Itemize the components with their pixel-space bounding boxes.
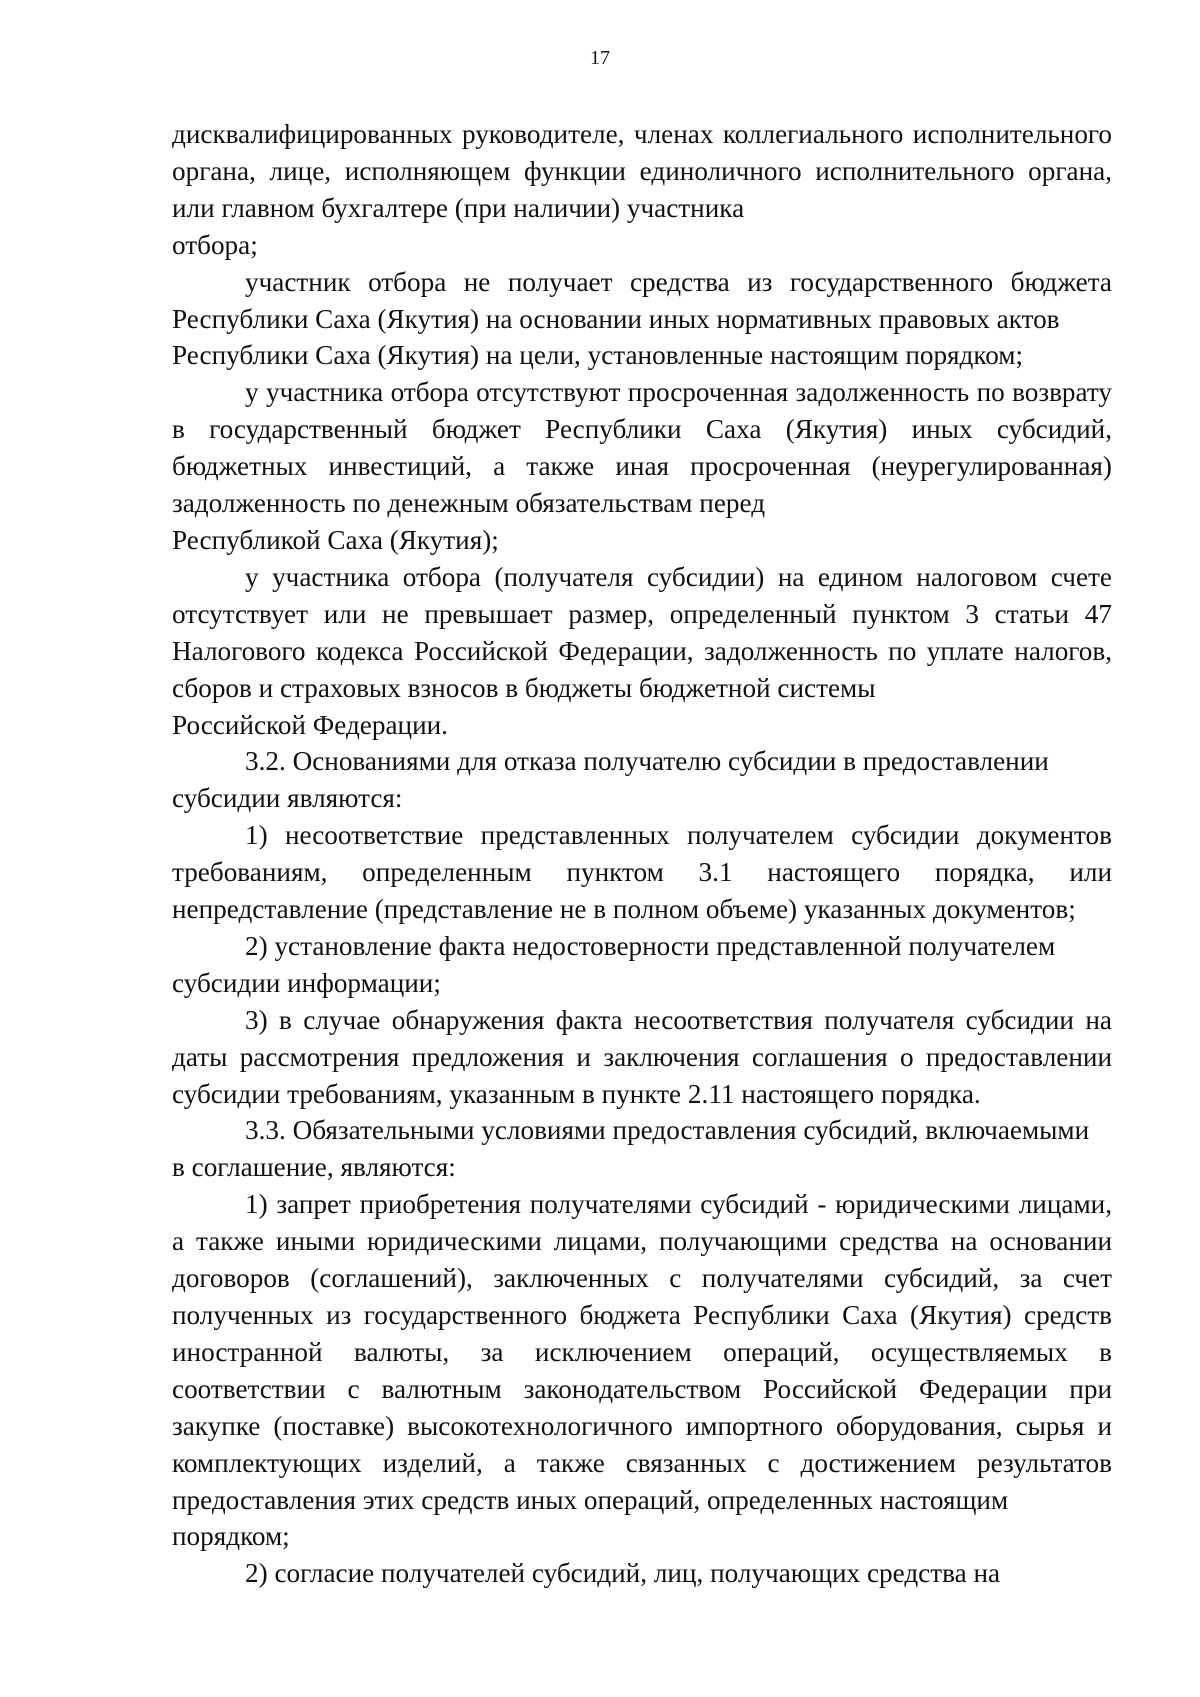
paragraph-tax-account: у участника отбора (получателя субсидии) на едином налоговом счете отсутствует или не превышает размер, определенный пунктом 3 статьи 47 Налогового кодекса Российской Федерации, задолженность по уплате налогов, сборов и страховых взносов в бюджеты бюджетной системы Российской Федерации.	[172, 561, 1112, 740]
paragraph-3-3-item-1: 1) запрет приобретения получателями субсидий - юридическими лицами, а также иными юридическими лицами, получающими средства на основании договоров (соглашений), заключенных с получателями субсидий, за счет полученных из государственного бюджета Республики Саха (Якутия) средств иностранной валюты, за исключением операций, осуществляемых в соответствии с валютным законодательством Российской Федерации при закупке (поставке) высокотехнологичного импортного оборудования, сырья и комплектующих изделий, а также связанных с достижением результатов предоставления этих средств иных операций, определенных настоящим порядком;	[172, 1189, 1112, 1552]
paragraph-disqualified-persons: дисквалифицированных руководителе, членах коллегиального исполнительного органа, лице, исполняющем функции единоличного исполнительного органа, или главном бухгалтере (при наличии) участника отбора;	[172, 119, 1112, 260]
paragraph-section-3-2: 3.2. Основаниями для отказа получателю субсидии в предоставлении субсидии являются:	[172, 746, 1049, 814]
document-body	[172, 116, 1112, 1592]
paragraph-section-3-3: 3.3. Обязательными условиями предоставления субсидий, включаемыми в соглашение, являются:	[172, 1115, 1090, 1183]
paragraph-no-budget-funds: участник отбора не получает средства из государственного бюджета Республики Саха (Якутия) на основании иных нормативных правовых актов Республики Саха (Якутия) на цели, установленные настоящим порядком;	[172, 266, 1112, 371]
page-number: 17	[590, 47, 610, 69]
paragraph-no-overdue-debt: у участника отбора отсутствуют просроченная задолженность по возврату в государственный бюджет Республики Саха (Якутия) иных субсидий, бюджетных инвестиций, а также иная просроченная (неурегулированная) задолженность по денежным обязательствам перед Республикой Саха (Якутия);	[172, 377, 1112, 555]
paragraph-3-2-item-3: 3) в случае обнаружения факта несоответствия получателя субсидии на даты рассмотрения предложения и заключения соглашения о предоставлении субсидии требованиям, указанным в пункте 2.11 настоящего порядка.	[172, 1004, 1112, 1109]
paragraph-3-2-item-1: 1) несоответствие представленных получателем субсидии документов требованиям, определенным пунктом 3.1 настоящего порядка, или непредставление (представление не в полном объеме) указанных документов;	[172, 820, 1112, 925]
paragraph-3-2-item-2: 2) установление факта недостоверности представленной получателем субсидии информации;	[172, 930, 1056, 998]
paragraph-3-3-item-2: 2) согласие получателей субсидий, лиц, получающих средства на	[245, 1558, 1001, 1589]
